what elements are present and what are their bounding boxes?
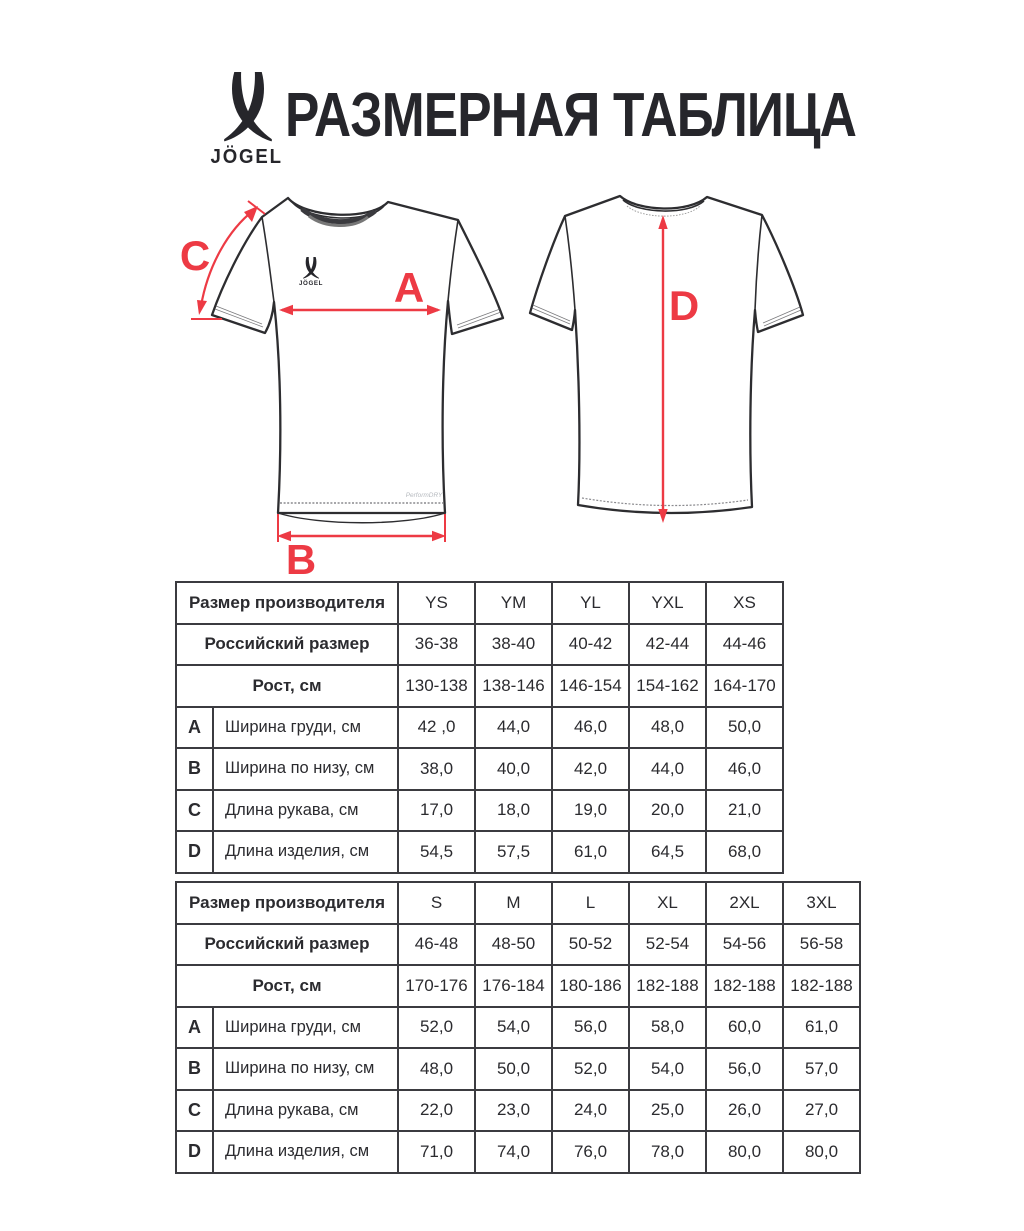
manufacturer-size-label: Размер производителя: [176, 582, 398, 624]
measure-value-cell: 50,0: [475, 1048, 552, 1090]
tshirt-front-outline: [212, 198, 503, 513]
height-value: 182-188: [629, 965, 706, 1007]
measurement-row-c: [176, 1090, 860, 1132]
measure-value-cell: 78,0: [629, 1131, 706, 1173]
measure-name-cell: Ширина груди, см: [213, 1007, 398, 1049]
measure-letter-cell: A: [176, 1007, 213, 1049]
russian-size-value: 44-46: [706, 624, 783, 666]
manufacturer-size-label: Размер производителя: [176, 882, 398, 924]
measure-value-cell: 42,0: [552, 748, 629, 790]
measure-value-cell: 26,0: [706, 1090, 783, 1132]
measure-value-cell: 60,0: [706, 1007, 783, 1049]
manufacturer-size-value: YXL: [629, 582, 706, 624]
size-table-adult: [175, 881, 861, 1174]
manufacturer-size-value: M: [475, 882, 552, 924]
manufacturer-size-value: YL: [552, 582, 629, 624]
measure-value-cell: 80,0: [706, 1131, 783, 1173]
height-value: 164-170: [706, 665, 783, 707]
measure-value-cell: 48,0: [398, 1048, 475, 1090]
tshirt-back-outline: [530, 196, 803, 513]
measurement-row-a: [176, 1007, 860, 1049]
measure-name-cell: Ширина по низу, см: [213, 748, 398, 790]
height-value: 130-138: [398, 665, 475, 707]
measure-value-cell: 18,0: [475, 790, 552, 832]
measure-value-cell: 20,0: [629, 790, 706, 832]
measure-value-cell: 27,0: [783, 1090, 860, 1132]
measurement-row-b: [176, 748, 783, 790]
measure-c-label: C: [179, 232, 211, 279]
measure-value-cell: 19,0: [552, 790, 629, 832]
measure-value-cell: 46,0: [552, 707, 629, 749]
measure-value-cell: 56,0: [552, 1007, 629, 1049]
height-row: [176, 665, 783, 707]
russian-size-row: [176, 924, 860, 966]
height-value: 170-176: [398, 965, 475, 1007]
russian-size-value: 56-58: [783, 924, 860, 966]
manufacturer-size-value: 3XL: [783, 882, 860, 924]
measure-name-cell: Длина изделия, см: [213, 831, 398, 873]
measure-value-cell: 42 ,0: [398, 707, 475, 749]
measure-name-cell: Ширина груди, см: [213, 707, 398, 749]
manufacturer-size-value: YS: [398, 582, 475, 624]
russian-size-value: 42-44: [629, 624, 706, 666]
measure-value-cell: 52,0: [552, 1048, 629, 1090]
measure-value-cell: 80,0: [783, 1131, 860, 1173]
height-value: 176-184: [475, 965, 552, 1007]
manufacturer-size-value: XS: [706, 582, 783, 624]
measure-value-cell: 52,0: [398, 1007, 475, 1049]
measure-letter-cell: D: [176, 831, 213, 873]
russian-size-value: 36-38: [398, 624, 475, 666]
russian-size-label: Российский размер: [176, 624, 398, 666]
russian-size-value: 54-56: [706, 924, 783, 966]
measure-value-cell: 54,5: [398, 831, 475, 873]
jogel-wordmark: JÖGEL: [210, 146, 283, 168]
manufacturer-size-value: L: [552, 882, 629, 924]
measure-d-label: D: [668, 282, 700, 329]
measure-value-cell: 58,0: [629, 1007, 706, 1049]
size-table: [175, 881, 861, 1174]
measure-value-cell: 61,0: [783, 1007, 860, 1049]
russian-size-value: 40-42: [552, 624, 629, 666]
manufacturer-size-value: XL: [629, 882, 706, 924]
russian-size-value: 46-48: [398, 924, 475, 966]
measure-value-cell: 22,0: [398, 1090, 475, 1132]
jogel-logo-icon: [221, 72, 275, 142]
measurement-row-b: [176, 1048, 860, 1090]
measure-value-cell: 23,0: [475, 1090, 552, 1132]
measure-letter-cell: B: [176, 748, 213, 790]
measure-value-cell: 40,0: [475, 748, 552, 790]
height-label: Рост, см: [176, 665, 398, 707]
measure-value-cell: 44,0: [629, 748, 706, 790]
height-row: [176, 965, 860, 1007]
measure-value-cell: 21,0: [706, 790, 783, 832]
measure-value-cell: 46,0: [706, 748, 783, 790]
measure-value-cell: 68,0: [706, 831, 783, 873]
height-value: 138-146: [475, 665, 552, 707]
measurement-row-d: [176, 831, 783, 873]
measure-value-cell: 17,0: [398, 790, 475, 832]
height-label: Рост, см: [176, 965, 398, 1007]
measure-value-cell: 25,0: [629, 1090, 706, 1132]
measure-value-cell: 54,0: [629, 1048, 706, 1090]
measure-value-cell: 54,0: [475, 1007, 552, 1049]
measure-value-cell: 44,0: [475, 707, 552, 749]
russian-size-value: 50-52: [552, 924, 629, 966]
measure-name-cell: Ширина по низу, см: [213, 1048, 398, 1090]
measure-letter-cell: D: [176, 1131, 213, 1173]
measure-value-cell: 64,5: [629, 831, 706, 873]
measurement-row-c: [176, 790, 783, 832]
russian-size-label: Российский размер: [176, 924, 398, 966]
measure-value-cell: 48,0: [629, 707, 706, 749]
manufacturer-size-value: 2XL: [706, 882, 783, 924]
measure-name-cell: Длина рукава, см: [213, 1090, 398, 1132]
height-value: 146-154: [552, 665, 629, 707]
manufacturer-size-row: [176, 882, 860, 924]
measure-letter-cell: C: [176, 790, 213, 832]
measure-letter-cell: B: [176, 1048, 213, 1090]
measure-value-cell: 24,0: [552, 1090, 629, 1132]
fabric-tag-text: PerformDRY: [405, 492, 443, 499]
measure-b-label: B: [285, 536, 317, 580]
measure-a-label: A: [393, 264, 425, 311]
tshirt-back-diagram: [510, 170, 840, 570]
manufacturer-size-row: [176, 582, 783, 624]
height-value: 180-186: [552, 965, 629, 1007]
height-value: 182-188: [783, 965, 860, 1007]
russian-size-value: 48-50: [475, 924, 552, 966]
measure-value-cell: 57,0: [783, 1048, 860, 1090]
measure-letter-cell: C: [176, 1090, 213, 1132]
page-title: РАЗМЕРНАЯ ТАБЛИЦА: [285, 81, 857, 150]
measure-value-cell: 50,0: [706, 707, 783, 749]
measurement-row-d: [176, 1131, 860, 1173]
measure-letter-cell: A: [176, 707, 213, 749]
size-table: [175, 581, 784, 874]
russian-size-value: 38-40: [475, 624, 552, 666]
russian-size-value: 52-54: [629, 924, 706, 966]
measure-value-cell: 76,0: [552, 1131, 629, 1173]
measure-name-cell: Длина рукава, см: [213, 790, 398, 832]
height-value: 182-188: [706, 965, 783, 1007]
measure-value-cell: 61,0: [552, 831, 629, 873]
russian-size-row: [176, 624, 783, 666]
tshirt-front-diagram: [170, 170, 510, 580]
measure-value-cell: 38,0: [398, 748, 475, 790]
measure-value-cell: 74,0: [475, 1131, 552, 1173]
measure-name-cell: Длина изделия, см: [213, 1131, 398, 1173]
measurement-row-a: [176, 707, 783, 749]
manufacturer-size-value: YM: [475, 582, 552, 624]
size-table-youth: [175, 581, 784, 874]
chest-logo-text: JÖGEL: [299, 280, 323, 287]
measure-value-cell: 57,5: [475, 831, 552, 873]
measure-value-cell: 56,0: [706, 1048, 783, 1090]
measure-value-cell: 71,0: [398, 1131, 475, 1173]
height-value: 154-162: [629, 665, 706, 707]
manufacturer-size-value: S: [398, 882, 475, 924]
